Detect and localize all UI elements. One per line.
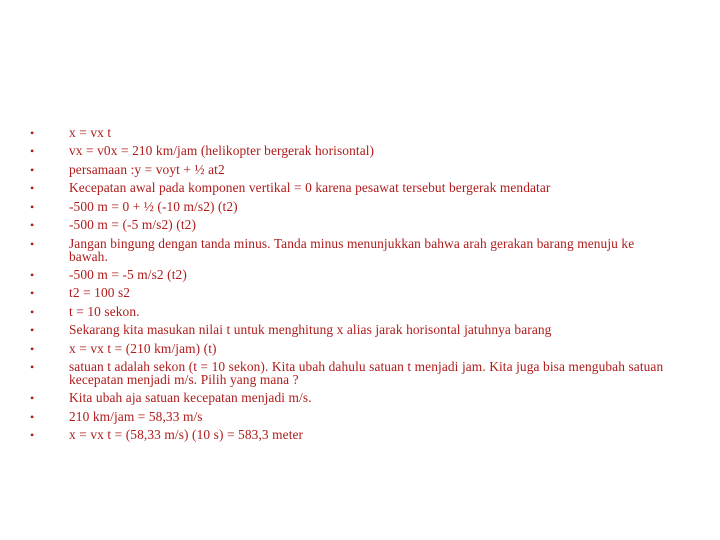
list-item: • t2 = 100 s2 bbox=[30, 285, 131, 301]
bullet-icon: • bbox=[30, 409, 35, 424]
list-item: • vx = v0x = 210 km/jam (helikopter bergerak horisontal) bbox=[30, 143, 375, 159]
list-item: • persamaan :y = voyt + ½ at2 bbox=[30, 161, 225, 177]
bullet-icon: • bbox=[30, 267, 35, 282]
list-item: • x = vx t = (58,33 m/s) (10 s) = 583,3 meter bbox=[30, 427, 304, 443]
bullet-icon: • bbox=[30, 323, 35, 338]
list-item: • -500 m = (-5 m/s2) (t2) bbox=[30, 217, 197, 233]
bullet-icon: • bbox=[30, 144, 35, 159]
list-item: • t = 10 sekon. bbox=[30, 303, 140, 319]
bullet-icon: • bbox=[30, 360, 35, 375]
bullet-icon: • bbox=[30, 162, 35, 177]
bullet-icon: • bbox=[30, 199, 35, 214]
bullet-icon: • bbox=[30, 391, 35, 406]
list-item: • Kita ubah aja satuan kecepatan menjadi m/s. bbox=[30, 390, 312, 406]
list-item: • -500 m = 0 + ½ (-10 m/s2) (t2) bbox=[30, 198, 238, 214]
list-item: • x = vx t = (210 km/jam) (t) bbox=[30, 340, 217, 356]
bullet-icon: • bbox=[30, 286, 35, 301]
bullet-icon: • bbox=[30, 304, 35, 319]
list-item: • x = vx t bbox=[30, 125, 112, 140]
bullet-list bbox=[30, 127, 670, 448]
bullet-icon: • bbox=[30, 341, 35, 356]
bullet-icon: • bbox=[30, 126, 35, 140]
list-item: • -500 m = -5 m/s2 (t2) bbox=[30, 266, 187, 282]
bullet-icon: • bbox=[30, 181, 35, 196]
list-item: • 210 km/jam = 58,33 m/s bbox=[30, 408, 203, 424]
list-item: • satuan t adalah sekon (t = 10 sekon). Kita ubah dahulu satuan t menjadi jam. Kita juga bisa mengubah satuan kecepatan menjadi m/s. Pilih yang mana ? bbox=[30, 359, 664, 387]
bullet-icon: • bbox=[30, 218, 35, 233]
list-item: • Sekarang kita masukan nilai t untuk menghitung x alias jarak horisontal jatuhnya barang bbox=[30, 322, 552, 338]
list-item: • Jangan bingung dengan tanda minus. Tanda minus menunjukkan bahwa arah gerakan barang menuju ke bawah. bbox=[30, 235, 635, 264]
list-item: • Kecepatan awal pada komponen vertikal = 0 karena pesawat tersebut bergerak mendatar bbox=[30, 180, 551, 196]
bullet-icon: • bbox=[30, 236, 35, 251]
bullet-icon: • bbox=[30, 428, 35, 443]
